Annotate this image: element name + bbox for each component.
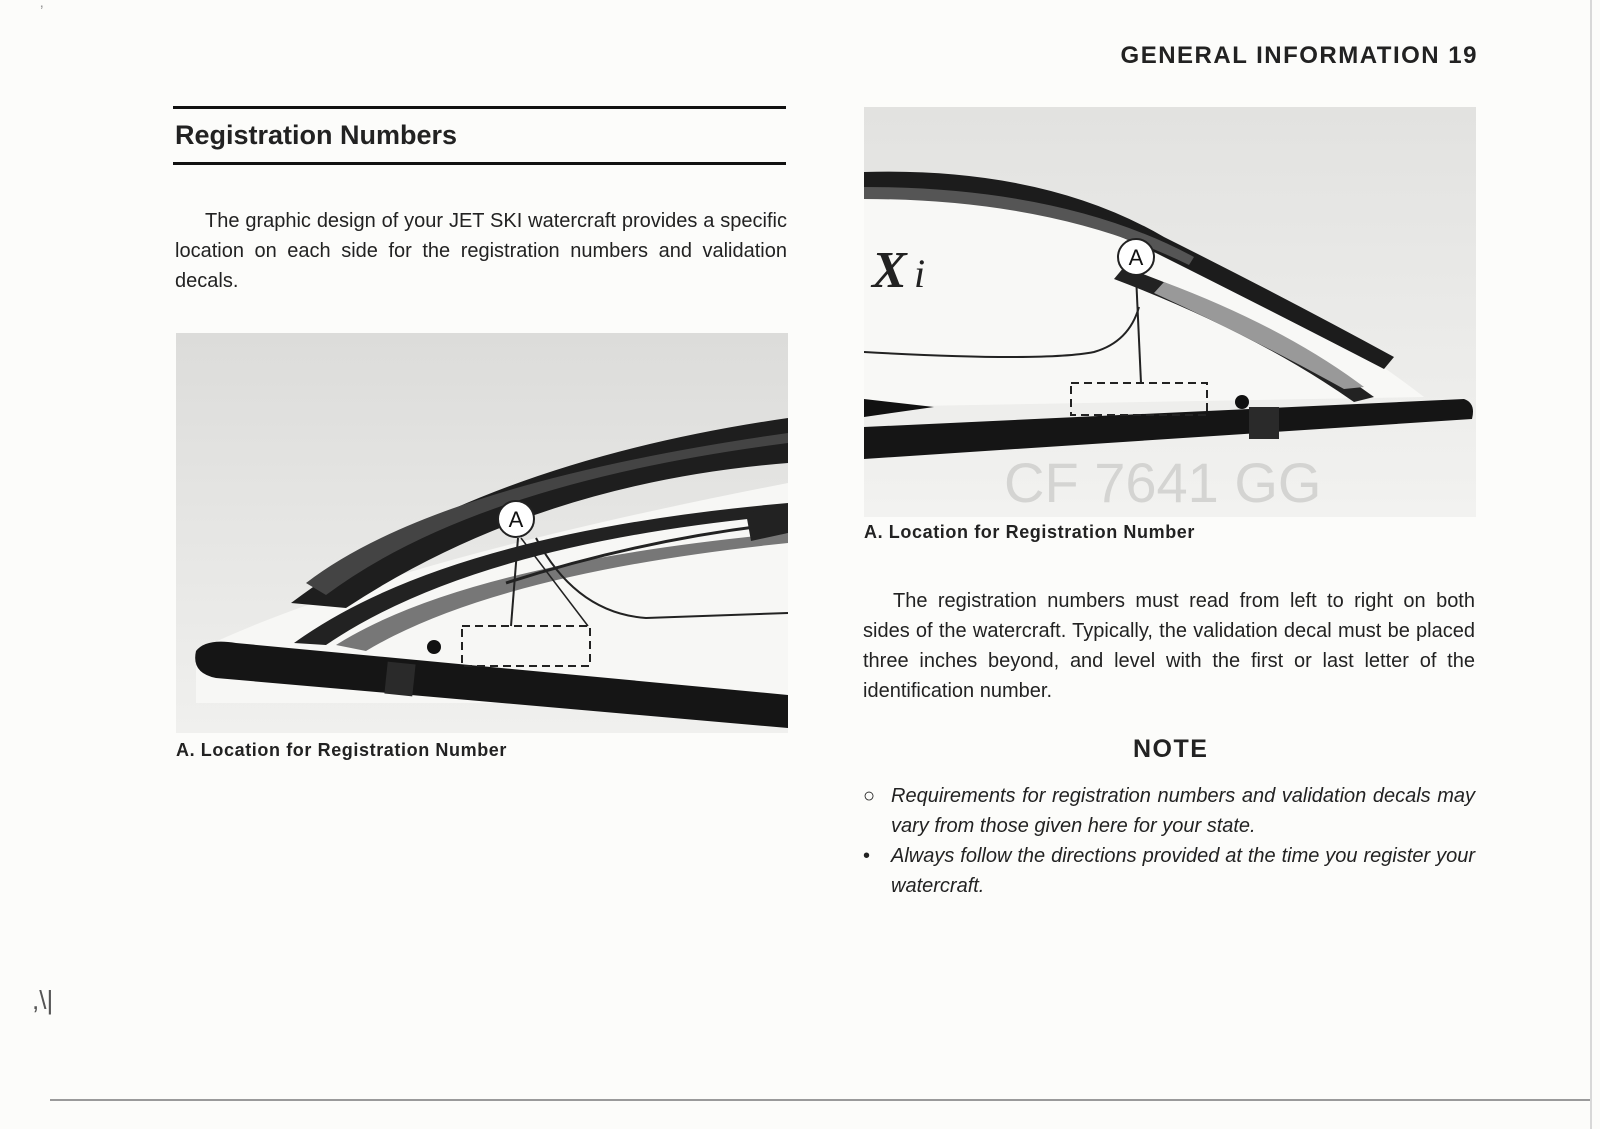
svg-text:CF 7641 GG: CF 7641 GG bbox=[1004, 451, 1322, 514]
note-marker: ○ bbox=[863, 785, 876, 807]
caption-right: A. Location for Registration Number bbox=[864, 522, 1196, 542]
scan-mark: ʼ bbox=[40, 4, 44, 21]
section-title: Registration Numbers bbox=[175, 120, 458, 150]
note-item bbox=[863, 781, 1475, 841]
watercraft-left-illustration bbox=[176, 333, 788, 733]
svg-text:X: X bbox=[872, 242, 907, 299]
intro-paragraph: The graphic design of your JET SKI watercraft provides a specific location on each side for the registration numbers and validation decals. bbox=[175, 210, 787, 292]
margin-scan-mark: ,\| bbox=[32, 985, 54, 1015]
note-text: Requirements for registration numbers and validation decals may vary from those given here for your state. bbox=[891, 785, 1475, 837]
page-right-edge bbox=[1590, 0, 1592, 1129]
photo-left bbox=[176, 333, 788, 733]
body-paragraph: The registration numbers must read from left to right on both sides of the watercraft. Typically, the validation decal must be placed three inches beyond, and level with the first or last letter of the identification number. bbox=[863, 590, 1475, 702]
svg-text:i: i bbox=[914, 251, 926, 296]
running-header: GENERAL INFORMATION 19 bbox=[1120, 42, 1478, 69]
caption-left: A. Location for Registration Number bbox=[176, 740, 508, 760]
note-text: Always follow the directions provided at the time you register your watercraft. bbox=[891, 845, 1475, 897]
photo-right bbox=[864, 107, 1476, 517]
section-rule-top bbox=[173, 106, 786, 109]
note-item bbox=[863, 841, 1475, 901]
page-bottom-edge bbox=[50, 1099, 1590, 1101]
section-rule-bottom bbox=[173, 162, 786, 165]
watercraft-right-illustration bbox=[864, 107, 1476, 517]
note-list bbox=[863, 781, 1475, 901]
note-heading: NOTE bbox=[1133, 735, 1209, 763]
callout-a-right: A bbox=[1128, 245, 1144, 270]
callout-a-left: A bbox=[508, 507, 524, 532]
note-marker: • bbox=[863, 845, 871, 867]
